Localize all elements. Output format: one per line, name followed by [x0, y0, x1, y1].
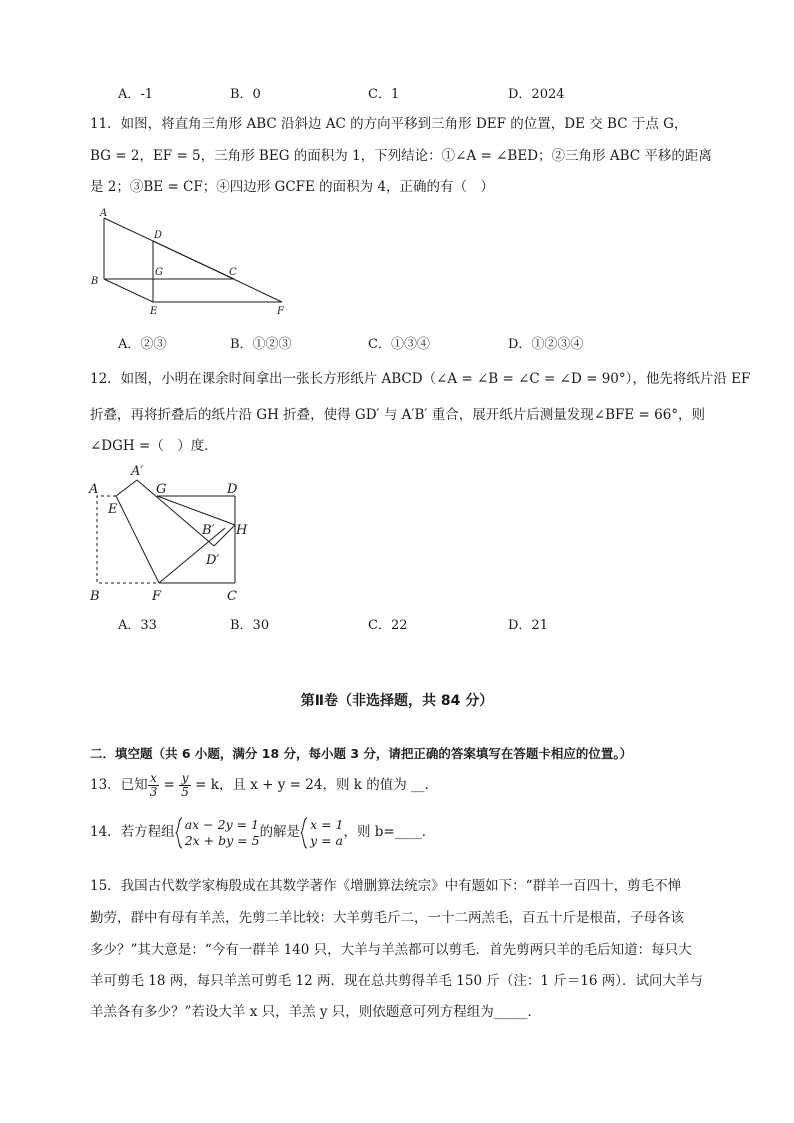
q11-figure-translated-triangles [86, 204, 296, 320]
q11-option-b[interactable]: B．①②③ [230, 337, 292, 352]
q12-text-line-2: 折叠，再将折叠后的纸片沿 GH 折叠，使得 GD′ 与 A′B′ 重合，展开纸片后测量发现∠BFE = 66°，则 [90, 407, 706, 423]
q13-mid: = k，且 x + y = 24，则 k 的值为 [190, 777, 407, 793]
q12-option-b[interactable]: B．30 [230, 618, 270, 633]
q15-text-line-4: 羊可剪毛 18 两，每只羊羔可剪毛 12 两．现在总共剪得羊毛 150 斤（注：1 斤＝16 两）．试问大羊与 [90, 973, 703, 989]
q12-label-c: C [227, 589, 237, 604]
q11-segment-be [104, 279, 153, 302]
q11-segment-df [153, 241, 282, 302]
q12-option-d[interactable]: D．21 [508, 618, 548, 633]
q13-frac2-num: y [179, 772, 191, 786]
q12-label-a-prime: A′ [131, 464, 144, 479]
q10-option-a[interactable]: A．-1 [118, 87, 154, 102]
q12-label-b: B [90, 589, 100, 604]
q13-frac1-den: 3 [149, 785, 158, 799]
q12-label-h: H [236, 523, 248, 538]
q13-fraction-y-over-5 [179, 772, 191, 799]
q11-text-line-2: BG = 2，EF = 5，三角形 BEG 的面积为 1，下列结论：①∠A = ∠BED；②三角形 ABC 平移的距离 [90, 148, 712, 164]
question-14 [90, 814, 435, 850]
q11-label-e: E [150, 306, 158, 317]
q12-label-d-prime: D′ [206, 553, 220, 568]
q10-option-d[interactable]: D．2024 [508, 87, 565, 102]
q11-label-g: G [155, 267, 163, 278]
q14-system-row-1: ax − 2y = 1 [184, 816, 259, 832]
q11-label-b: B [91, 276, 99, 287]
q14-solution-system [300, 817, 343, 849]
q10-option-c[interactable]: C．1 [368, 87, 400, 102]
q14-answer-blank[interactable]: ，则 b=____． [343, 824, 436, 840]
q15-text-line-5[interactable]: 羊羔各有多少？”若设大羊 x 只，羊羔 y 只，则依题意可列方程组为_____． [90, 1004, 542, 1020]
q14-system-row-2: 2x + by = 5 [184, 832, 260, 848]
part-2-title: 第Ⅱ卷（非选择题，共 84 分） [300, 693, 494, 709]
q12-dashed-original-edges [97, 496, 159, 583]
q11-label-c: C [229, 267, 237, 278]
q11-label-f: F [277, 306, 284, 317]
q12-label-d: D [227, 482, 238, 497]
q12-text-line-1: 12．如图，小明在课余时间拿出一张长方形纸片 ABCD（∠A = ∠B = ∠C = ∠D = 90°），他先将纸片沿 EF [90, 371, 751, 387]
left-brace-icon [175, 817, 183, 849]
q14-solution-row-1: x = 1 [310, 816, 344, 832]
q14-solution-row-2: y = a [310, 832, 343, 848]
q15-text-line-3: 多少？”其大意是：“今有一群羊 140 只，大羊与羊羔都可以剪毛．首先剪两只羊的毛后知道：每只大 [90, 942, 692, 958]
q12-text-line-3: ∠DGH =（ ）度． [90, 438, 218, 454]
q15-text-line-1: 15．我国古代数学家梅殷成在其数学著作《增删算法统宗》中有题如下：“群羊一百四十，剪毛不惮 [90, 878, 682, 894]
q15-text-line-2: 勤劳，群中有母有羊羔，先剪二羊比较：大羊剪毛斤二，一十二两羔毛，百五十斤是根苗，子母各该 [90, 910, 684, 926]
q12-segment-gh [157, 496, 235, 525]
question-13 [90, 770, 429, 800]
q11-text-line-3: 是 2；③BE = CF；④四边形 GCFE 的面积为 4，正确的有（ ） [90, 179, 495, 195]
q10-option-b[interactable]: B．0 [230, 87, 261, 102]
fill-in-section-heading: 二．填空题（共 6 小题，满分 18 分，每小题 3 分，请把正确的答案填写在答题卡相应的位置。） [90, 746, 633, 761]
q11-label-a: A [100, 208, 108, 219]
q12-segment-ea1 [116, 480, 137, 496]
q11-option-a[interactable]: A．②③ [118, 337, 167, 352]
q13-eq: = [159, 777, 180, 793]
q12-option-a[interactable]: A．33 [118, 618, 157, 633]
q13-frac1-num: x [148, 772, 160, 786]
q14-equation-system [175, 817, 260, 849]
q11-label-d: D [154, 230, 163, 241]
q12-segment-ef [116, 496, 159, 583]
q12-label-a: A [89, 482, 99, 497]
q11-option-d[interactable]: D．①②③④ [508, 337, 584, 352]
q12-label-b-prime: B′ [202, 523, 215, 538]
q12-label-f: F [152, 589, 162, 604]
q12-figure-folded-rectangle [86, 458, 256, 606]
q13-fraction-x-over-3 [148, 772, 160, 799]
q13-prefix: 13．已知 [90, 777, 148, 793]
q12-option-c[interactable]: C．22 [368, 618, 408, 633]
q13-answer-blank[interactable]: __. [406, 777, 429, 793]
q12-label-e: E [108, 502, 118, 517]
q12-label-g: G [156, 482, 167, 497]
q14-mid: 的解是 [259, 824, 301, 840]
q13-frac2-den: 5 [181, 785, 189, 799]
q11-text-line-1: 11．如图，将直角三角形 ABC 沿斜边 AC 的方向平移到三角形 DEF 的位置，DE 交 BC 于点 G， [90, 116, 688, 132]
left-brace-icon [300, 817, 308, 849]
q14-prefix: 14．若方程组 [90, 824, 175, 840]
q11-option-c[interactable]: C．①③④ [368, 337, 430, 352]
